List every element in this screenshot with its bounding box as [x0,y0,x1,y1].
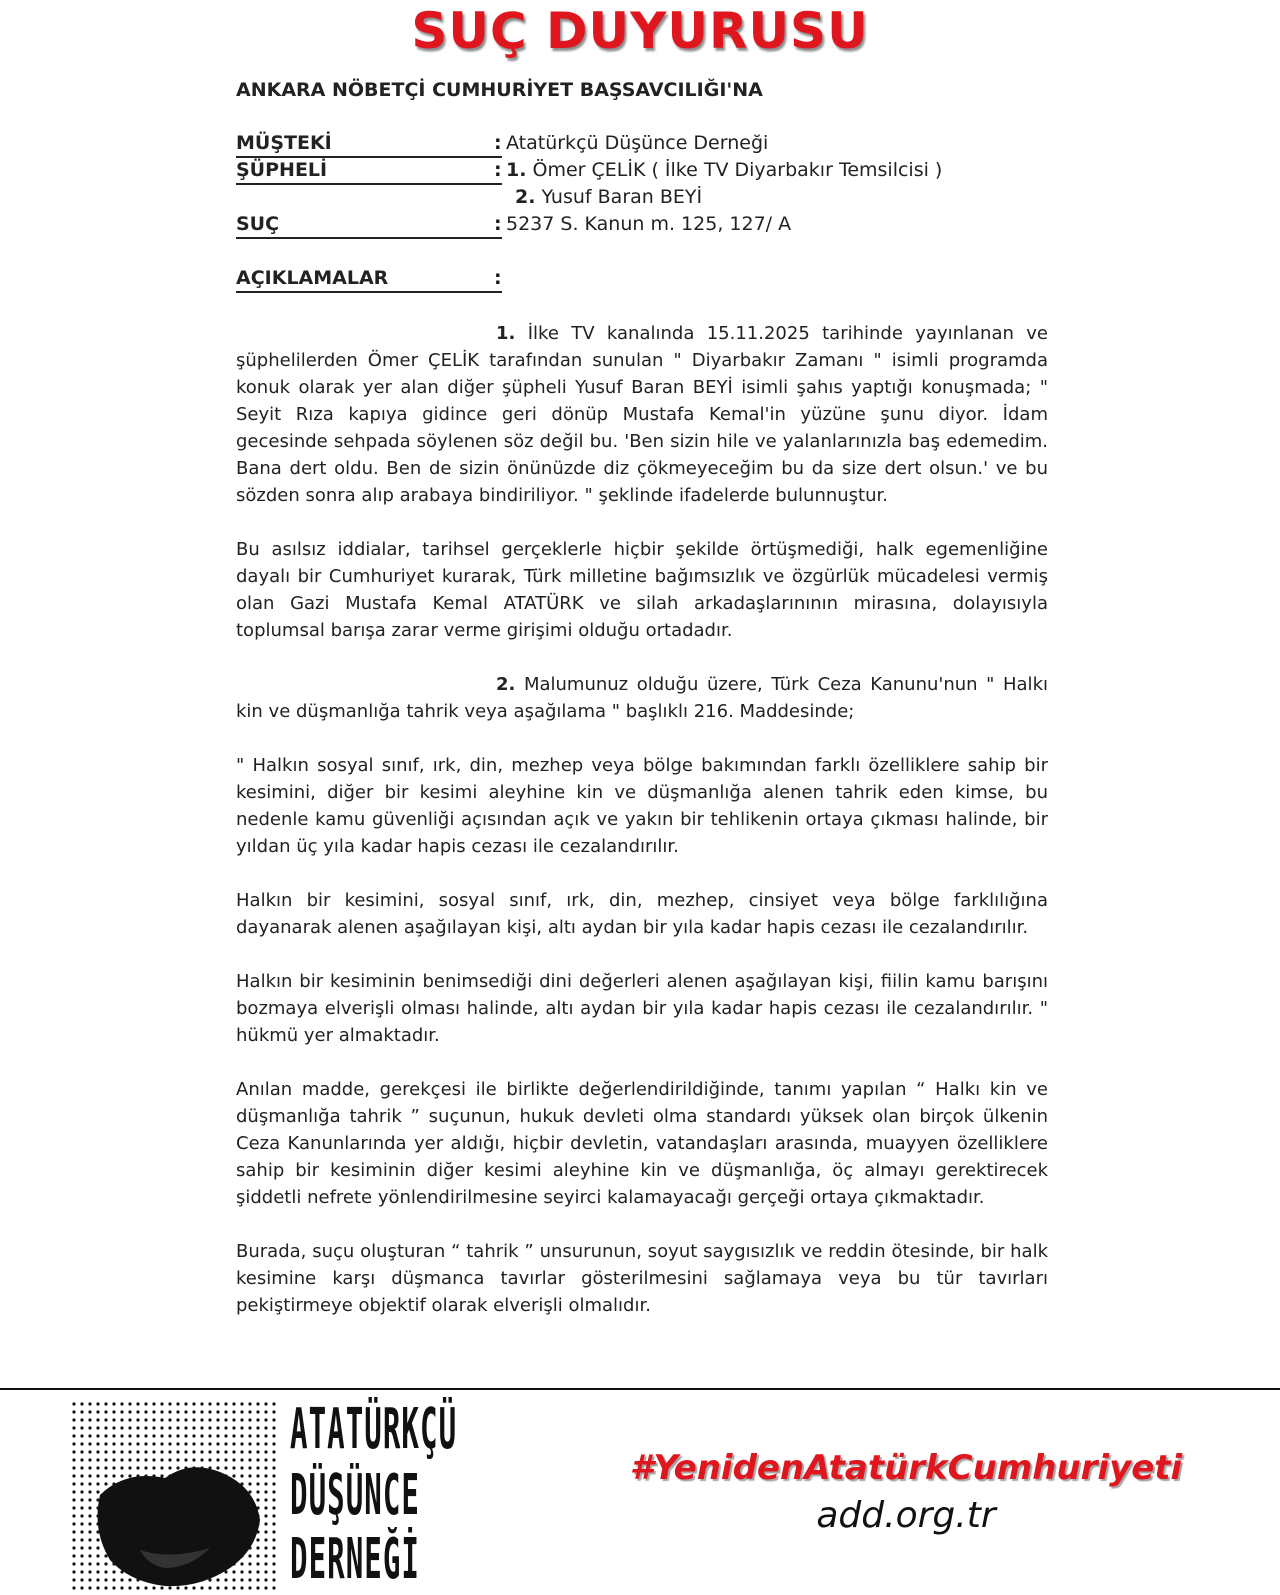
suspect-colon: : [494,159,502,181]
complainant-colon: : [494,132,502,154]
document-title: SUÇ DUYURUSU [411,2,869,60]
suspect-2-number: 2. [515,186,536,208]
logo-text-line-1: ATATÜRKÇÜ [290,1397,458,1462]
suspect-2-name: Yusuf Baran BEYİ [541,186,703,208]
suspect-1-name: Ömer ÇELİK ( İlke TV Diyarbakır Temsilcisi ) [532,159,943,181]
paragraph-3-number: 2. [496,674,516,695]
complainant-value: Atatürkçü Düşünce Derneği [506,132,769,154]
paragraph-7: Anılan madde, gerekçesi ile birlikte değerlendirildiğinde, tanımı yapılan “ Halkı kin ve düşmanlığa tahrik ” suçunun, hukuk devleti olma standardı yüksek olan birçok ülkenin Ceza Kanunlarında yer aldığı, hiçbir devletin, vatandaşları arasında, muayyen özelliklere sahip bir kesiminin diğer kesimi aleyhine kin ve düşmanlığa, öç almayı gerektirecek şiddetli nefrete yönlendirilmesine seyirci kalamayacağı gerçeği ortaya çıkmaktadır. [236,1079,1048,1208]
paragraph-3 [236,671,1048,725]
suspect-1-number: 1. [506,159,527,181]
suspect-1 [506,158,942,182]
logo-text-line-3: DERNEĞİ [290,1527,421,1592]
paragraph-5: Halkın bir kesimini, sosyal sınıf, ırk, din, mezhep, cinsiyet veya bölge farklılığına dayanarak alenen aşağılayan kişi, altı aydan bir yıla kadar hapis cezası ile cezalandırılır. [236,890,1048,938]
paragraph-1-number: 1. [496,323,516,344]
paragraph-1-text: İlke TV kanalında 15.11.2025 tarihinde yayınlanan ve şüphelilerden Ömer ÇELİK tarafından sunulan " Diyarbakır Zamanı " isimli programda konuk olarak yer alan diğer şüpheli Yusuf Baran BEYİ isimli şahıs yaptığı konuşmada; " Seyit Rıza kapıya gidince geri dönüp Mustafa Kemal'in yüzüne şunu diyor. İdam gecesinde sehpada söylenen söz değil bu. 'Ben sizin hile ve yalanlarınızla baş edemedim. Bana dert oldu. Ben de sizin önünüzde diz çökmeyeceğim bu da size dert olsun.' ve bu sözden sonra alıp arabaya bindiriliyor. " şeklinde ifadelerde bulunnuştur. [236,323,1048,506]
paragraph-3-text: Malumunuz olduğu üzere, Türk Ceza Kanunu'nun " Halkı kin ve düşmanlığa tahrik veya aşağılama " başlıklı 216. Maddesinde; [236,674,1048,722]
suspect-label: ŞÜPHELİ [236,158,502,185]
crime-colon: : [494,213,502,235]
paragraph-4: " Halkın sosyal sınıf, ırk, din, mezhep veya bölge bakımından farklı özelliklere sahip bir kesimini, diğer bir kesimi aleyhine kin ve düşmanlığa alenen tahrik eden kimse, bu nedenle kamu güvenliği açısından açık ve yakın bir tehlikenin ortaya çıkması halinde, bir yıldan üç yıla kadar hapis cezası ile cezalandırılır. [236,755,1048,857]
halftone-portrait-logo-icon [70,1400,280,1590]
logo-text-line-2: DÜŞÜNCE [290,1463,421,1528]
paragraph-1 [236,320,1048,509]
crime-label: SUÇ [236,212,502,239]
paragraph-2: Bu asılsız iddialar, tarihsel gerçeklerle hiçbir şekilde örtüşmediği, halk egemenliğine dayalı bir Cumhuriyet kurarak, Türk milletine bağımsızlık ve özgürlük mücadelesi vermiş olan Gazi Mustafa Kemal ATATÜRK ve silah arkadaşlarınının mirasına, dolayısıyla toplumsal barışa zarar verme girişimi olduğu ortadadır. [236,539,1048,641]
crime-value: 5237 S. Kanun m. 125, 127/ A [506,213,792,235]
paragraph-6: Halkın bir kesiminin benimsediği dini değerleri alenen aşağılayan kişi, fiilin kamu barışını bozmaya elverişli olması halinde, altı aydan bir yıla kadar hapis cezası ile cezalandırılır. " hükmü yer almaktadır. [236,971,1048,1046]
complainant-label: MÜŞTEKİ [236,131,502,158]
footer-divider [0,1388,1280,1390]
explanations-label: AÇIKLAMALAR [236,266,502,293]
campaign-hashtag: #YenidenAtatürkCumhuriyeti [629,1448,1183,1488]
paragraph-8: Burada, suçu oluşturan “ tahrik ” unsurunun, soyut saygısızlık ve reddin ötesinde, bir halk kesimine karşı düşmanca tavırlar gösterilmesini sağlamaya veya bu tür tavırları pekiştirmeye objektif olarak elverişli olmalıdır. [236,1241,1048,1316]
recipient-heading: ANKARA NÖBETÇİ CUMHURİYET BAŞSAVCILIĞI'NA [236,79,763,101]
suspect-2 [515,185,702,209]
website-link[interactable]: add.org.tr [816,1495,996,1536]
explanations-colon: : [494,267,502,289]
